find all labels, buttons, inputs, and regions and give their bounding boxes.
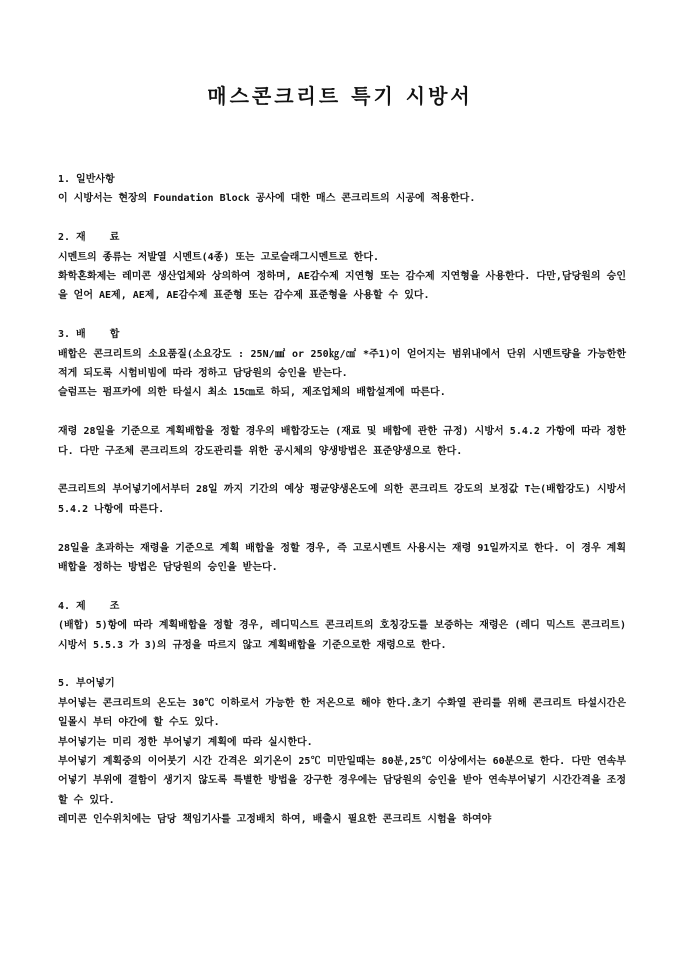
paragraph-gap <box>58 403 626 422</box>
paragraph: (배합) 5)항에 따라 계획배합을 정할 경우, 레디믹스트 콘크리트의 호칭강도를 보증하는 재령은 (레디 믹스트 콘크리트) 시방서 5.5.3 가 3)의 규정을 따르지 않고 계획배합을 기준으로한 재령으로 한다. <box>58 620 626 651</box>
paragraph: 슬럼프는 펌프카에 의한 타설시 최소 15㎝로 하되, 제조업체의 배합설계에 따른다. <box>58 387 446 399</box>
document-body <box>58 170 626 849</box>
section-5 <box>58 674 626 829</box>
paragraph: 부어넣기는 미리 정한 부어넣기 계획에 따라 실시한다. <box>58 736 313 748</box>
paragraph: 레미콘 인수위치에는 담당 책임기사를 고정배치 하여, 배출시 필요한 콘크리트 시험을 하여야 <box>58 814 492 826</box>
document-title: 매스콘크리트 특기 시방서 <box>207 84 473 108</box>
section-heading: 5. 부어넣기 <box>58 678 115 690</box>
paragraph: 부어넣는 콘크리트의 온도는 30℃ 이하로서 가능한 한 저온으로 해야 한다.초기 수화열 관리를 위해 콘크리트 타설시간은 일몰시 부터 야간에 할 수도 있다. <box>58 697 626 729</box>
paragraph-gap <box>58 461 626 480</box>
section-4 <box>58 597 626 655</box>
paragraph: 화학혼화제는 레미콘 생산업체와 상의하여 정하며, AE감수제 지연형 또는 감수제 지연형을 사용한다. 다만,담당원의 승인을 얻어 AE제, AE제, AE감수제 표준형 또는 감수제 표준형을 사용할 수 있다. <box>58 271 626 302</box>
paragraph: 재령 28일을 기준으로 계획배합을 정할 경우의 배합강도는 (재료 및 배합에 관한 규정) 시방서 5.4.2 가항에 따라 정한다. 다만 구조체 콘크리트의 강도관리를 위한 공시체의 양생방법은 표준양생으로 한다. <box>58 426 626 457</box>
paragraph: 배합은 콘크리트의 소요품질(소요강도 : 25N/㎟ or 250㎏/㎠ *주1)이 얻어지는 범위내에서 단위 시멘트량을 가능한한 적게 되도록 시험비빔에 따라 정하고 담당원의 승인을 받는다. <box>58 348 626 380</box>
paragraph: 이 시방서는 현장의 Foundation Block 공사에 대한 매스 콘크리트의 시공에 적용한다. <box>58 193 476 205</box>
section-heading: 1. 일반사항 <box>58 174 115 185</box>
section-heading: 3. 배 합 <box>58 329 120 341</box>
paragraph: 부어넣기 계획중의 이어붓기 시간 간격은 외기온이 25℃ 미만일때는 80분,25℃ 이상에서는 60분으로 한다. 다만 연속부어넣기 부위에 결함이 생기지 않도록 특별한 방법을 강구한 경우에는 담당원의 승인을 받아 연속부어넣기 시간간격을 조정할 수 있다. <box>58 756 626 806</box>
section-3 <box>58 325 626 577</box>
section-1 <box>58 170 626 209</box>
paragraph-gap <box>58 519 626 538</box>
section-heading: 4. 제 조 <box>58 600 120 612</box>
paragraph: 28일을 초과하는 재령을 기준으로 계획 배합을 정할 경우, 즉 고로시멘트 사용시는 재령 91일까지로 한다. 이 경우 계획배합을 정하는 방법은 담당원의 승인을 받는다. <box>58 542 626 574</box>
section-2 <box>58 228 626 306</box>
paragraph: 시멘트의 종류는 저발열 시멘트(4종) 또는 고로슬래그시멘트로 한다. <box>58 251 380 263</box>
section-heading: 2. 재 료 <box>58 232 120 244</box>
paragraph: 콘크리트의 부어넣기에서부터 28일 까지 기간의 예상 평균양생온도에 의한 콘크리트 강도의 보정값 T는(배합강도) 시방서 5.4.2 나항에 따른다. <box>58 484 626 515</box>
